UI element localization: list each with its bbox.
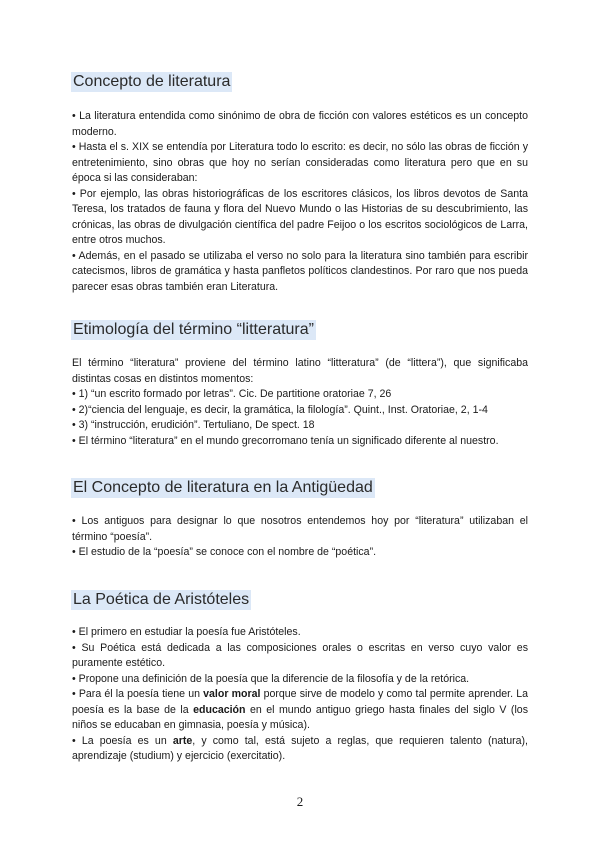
paragraph: • El término “literatura” en el mundo grecorromano tenía un significado diferente al nuestro. (72, 434, 499, 447)
section-1-body (72, 109, 528, 295)
paragraph: El término “literatura” proviene del término latino “litteratura” (de “littera”), que significaba distintas cosas en distintos momentos: (72, 357, 528, 385)
section-2-body (72, 356, 528, 449)
paragraph (72, 734, 528, 765)
page-number: 2 (296, 794, 304, 809)
section-3-body (72, 514, 528, 561)
text-run: en el mundo antiguo griego hasta finales del siglo V (los niños se educaban en gimnasia, poesía y música). (72, 703, 528, 731)
bold-term: valor moral (203, 688, 261, 700)
bold-term: arte (172, 734, 193, 747)
paragraph: • Propone una definición de la poesía que la diferencie de la filosofía y de la retórica. (72, 672, 470, 685)
text-run: • La poesía es un (72, 734, 173, 747)
paragraph: • Los antiguos para designar lo que nosotros entendemos hoy por “literatura” utilizaban el término “poesía”. (72, 515, 528, 543)
paragraph: • El primero en estudiar la poesía fue Aristóteles. (72, 626, 301, 638)
heading-poetica-aristoteles: La Poética de Aristóteles (73, 591, 250, 608)
paragraph: • Por ejemplo, las obras historiográficas de los escritores clásicos, los libros devotos de Santa Teresa, los tratados de fauna y flora del Nuevo Mundo o las Historias de su descubrimiento, las crónicas, las obras de divulgación científica del padre Feijoo o los escritos sociológicos de Larra, entre otros muchos. (72, 187, 528, 246)
paragraph: • El estudio de la “poesía” se conoce con el nombre de “poética”. (72, 546, 377, 558)
paragraph: • 3) “instrucción, erudición”. Tertuliano, De spect. 18 (72, 419, 315, 431)
text-run: • Para él la poesía tiene un (72, 688, 204, 700)
heading-etimologia: Etimología del término “litteratura” (73, 321, 314, 338)
heading-concepto-antiguedad: El Concepto de literatura en la Antigüedad (73, 479, 373, 496)
paragraph: • 2)“ciencia del lenguaje, es decir, la gramática, la filología”. Quint., Inst. Oratoriae, 2, 1-4 (72, 403, 488, 416)
paragraph: • Hasta el s. XIX se entendía por Literatura todo lo escrito: es decir, no sólo las obras de ficción y entretenimiento, sino obras que hoy no serían consideradas como literatura pero que en su época si las consideraban: (72, 141, 528, 184)
heading-concepto-de-literatura: Concepto de literatura (73, 73, 231, 90)
paragraph: • 1) “un escrito formado por letras”. Cic. De partitione oratoriae 7, 26 (72, 388, 392, 400)
paragraph: • La literatura entendida como sinónimo de obra de ficción con valores estéticos es un concepto moderno. (72, 110, 528, 138)
bold-term: educación (193, 703, 246, 716)
paragraph (72, 687, 528, 734)
text-run: porque sirve de modelo y como tal permite aprender. La poesía es la base de la (72, 688, 528, 716)
paragraph: • Además, en el pasado se utilizaba el verso no solo para la literatura sino también para escribir catecismos, libros de gramática y hasta panfletos políticos clandestinos. Por raro que nos pueda parecer esas obras también eran Literatura. (72, 249, 528, 293)
paragraph: • Su Poética está dedicada a las composiciones orales o escritas en verso cuyo valor es puramente estético. (72, 641, 528, 669)
text-run: , y como tal, está sujeto a reglas, que requieren talento (natura), aprendizaje (studium) y ejercicio (exercitatio). (72, 734, 528, 762)
section-4-body (72, 625, 528, 765)
